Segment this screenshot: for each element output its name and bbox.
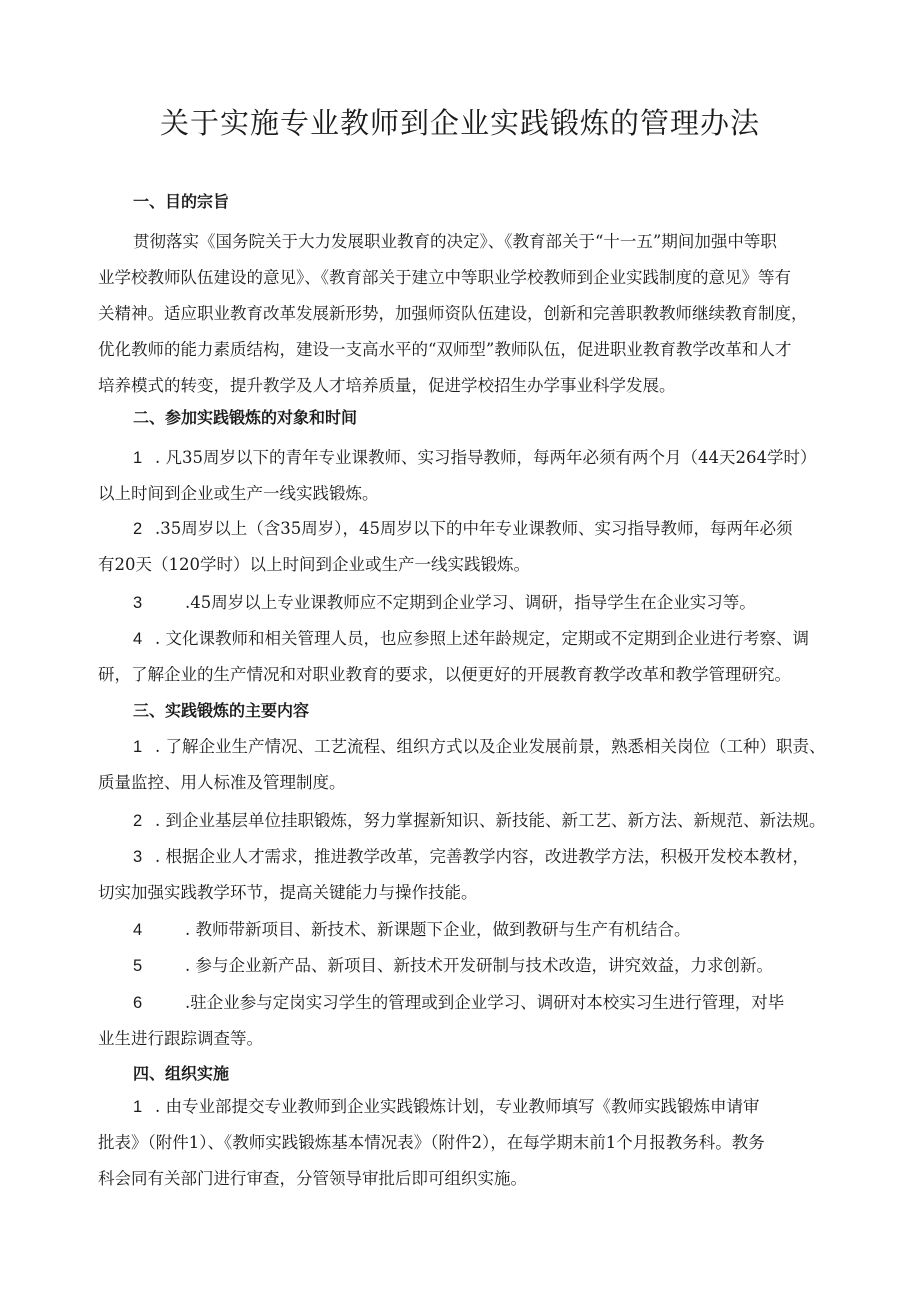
text-line: .35周岁以上（含35周岁），45周岁以下的中年专业课教师、实习指导教师，每两年必须 — [155, 519, 793, 538]
item-number: 1 — [133, 449, 143, 467]
item-number: 4 — [133, 921, 143, 939]
text-line: 培养模式的转变，提升教学及人才培养质量，促进学校招生办学事业科学发展。 — [98, 376, 676, 395]
text-line: 业学校教师队伍建设的意见》、《教育部关于建立中等职业学校教师到企业实践制度的意见》等有 — [98, 268, 791, 287]
item-number: 2 — [133, 812, 143, 830]
document-title: 关于实施专业教师到企业实践锻炼的管理办法 — [159, 106, 760, 140]
item-number: 5 — [133, 957, 143, 975]
section-heading-content: 三、实践锻炼的主要内容 — [133, 701, 310, 720]
text-line: . 了解企业生产情况、工艺流程、组织方式以及企业发展前景，熟悉相关岗位（工种）职责、 — [155, 737, 826, 756]
paragraph-item-2-2 — [98, 511, 842, 583]
text-line: 科会同有关部门进行审查，分管领导审批后即可组织实施。 — [98, 1169, 527, 1188]
text-line: . 参与企业新产品、新项目、新技术开发研制与技术改造，讲究效益，力求创新。 — [185, 956, 773, 975]
paragraph-item-4-1 — [98, 1089, 842, 1197]
paragraph-item-3-2 — [98, 803, 842, 839]
text-line: . 根据企业人才需求，推进教学改革，完善教学内容，改进教学方法，积极开发校本教材， — [155, 847, 809, 866]
section-heading-implementation: 四、组织实施 — [133, 1064, 230, 1083]
text-line: 以上时间到企业或生产一线实践锻炼。 — [98, 484, 379, 503]
paragraph-item-3-1 — [98, 729, 842, 801]
text-line: 业生进行跟踪调查等。 — [98, 1029, 263, 1048]
item-number: 6 — [133, 994, 143, 1012]
text-line: . 文化课教师和相关管理人员，也应参照上述年龄规定，定期或不定期到企业进行考察、调 — [155, 629, 809, 648]
text-line: 研，了解企业的生产情况和对职业教育的要求，以便更好的开展教育教学改革和教学管理研究。 — [98, 665, 791, 684]
item-number: 1 — [133, 1098, 143, 1116]
item-number: 4 — [133, 630, 143, 648]
text-line: 质量监控、用人标准及管理制度。 — [98, 773, 346, 792]
item-number: 3 — [133, 594, 143, 612]
item-number: 1 — [133, 738, 143, 756]
section-heading-participants: 二、参加实践锻炼的对象和时间 — [133, 408, 358, 427]
text-line: . 凡35周岁以下的青年专业课教师、实习指导教师，每两年必须有两个月（44天264学时） — [155, 448, 817, 467]
text-line: .45周岁以上专业课教师应不定期到企业学习、调研，指导学生在企业实习等。 — [185, 593, 756, 612]
paragraph-item-3-6 — [98, 985, 842, 1057]
text-line: 批表》（附件1）、《教师实践锻炼基本情况表》（附件2），在每学期末前1个月报教务科。教务 — [98, 1133, 765, 1152]
text-line: 优化教师的能力素质结构，建设一支高水平的“双师型”教师队伍，促进职业教育教学改革和人才 — [98, 340, 792, 359]
section-heading-purpose: 一、目的宗旨 — [133, 192, 230, 211]
text-line: 贯彻落实《国务院关于大力发展职业教育的决定》、《教育部关于“十一五”期间加强中等职 — [133, 232, 777, 251]
text-line: . 教师带新项目、新技术、新课题下企业，做到教研与生产有机结合。 — [185, 920, 691, 939]
paragraph-item-2-3 — [98, 585, 842, 621]
text-line: 有20天（120学时）以上时间到企业或生产一线实践锻炼。 — [98, 555, 530, 574]
paragraph-item-3-3 — [98, 839, 842, 911]
text-line: 关精神。适应职业教育改革发展新形势，加强师资队伍建设，创新和完善职教教师继续教育制度， — [98, 304, 808, 323]
item-number: 3 — [133, 848, 143, 866]
text-line: . 由专业部提交专业教师到企业实践锻炼计划，专业教师填写《教师实践锻炼申请审 — [155, 1097, 760, 1116]
paragraph-item-2-4 — [98, 621, 842, 693]
text-line: 切实加强实践教学环节，提高关键能力与操作技能。 — [98, 883, 478, 902]
paragraph-item-3-5 — [98, 948, 842, 984]
paragraph-item-2-1 — [98, 440, 842, 512]
text-line: . 到企业基层单位挂职锻炼，努力掌握新知识、新技能、新工艺、新方法、新规范、新法规。 — [155, 811, 826, 830]
paragraph-purpose — [98, 224, 842, 404]
paragraph-item-3-4 — [98, 912, 842, 948]
item-number: 2 — [133, 520, 143, 538]
text-line: .驻企业参与定岗实习学生的管理或到企业学习、调研对本校实习生进行管理，对毕 — [185, 993, 785, 1012]
